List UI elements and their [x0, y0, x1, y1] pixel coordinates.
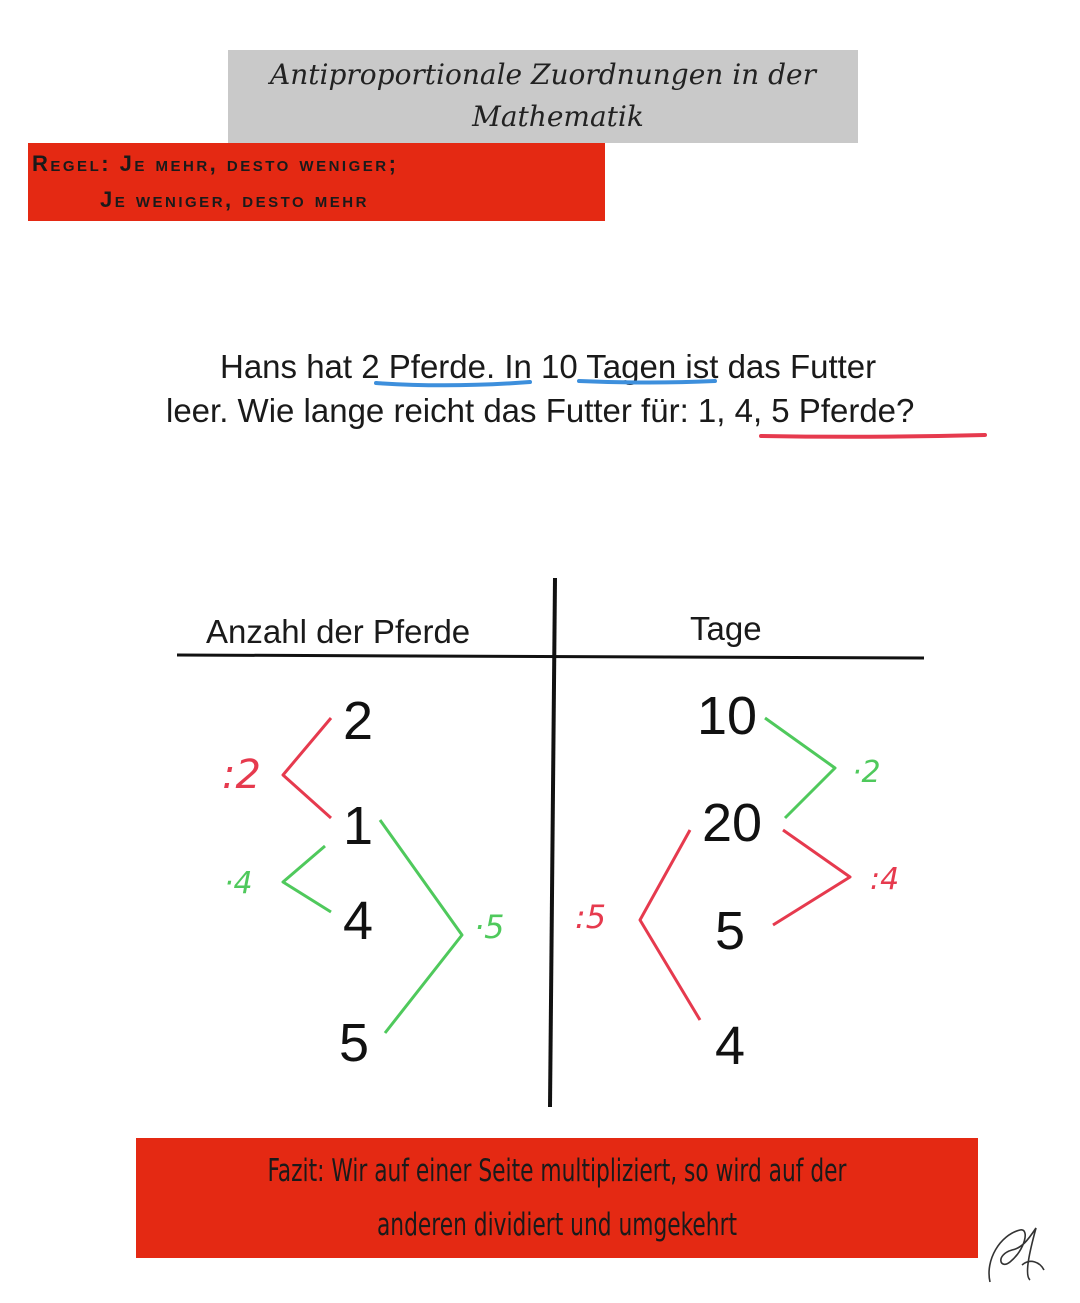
problem-line-1: Hans hat 2 Pferde. In 10 Tagen ist das Futter: [220, 348, 877, 385]
underline-pferde-list: [761, 435, 985, 437]
conclusion-line-2: anderen dividiert und umgekehrt: [376, 1207, 738, 1243]
highlight-10-tagen: 10 Tagen: [541, 348, 677, 385]
underline-10-tagen: [579, 381, 715, 383]
rule-line-1: Regel: Je mehr, desto weniger;: [32, 151, 399, 176]
right-value-3: 5: [714, 901, 746, 961]
left-column-header: Anzahl der Pferde: [206, 613, 471, 650]
table-header-rule: [177, 655, 924, 658]
underline-2-pferde: [376, 382, 530, 385]
label-right-div4: :4: [870, 862, 900, 897]
label-left-div2: :2: [222, 752, 261, 798]
title-line-1: Antiproportionale Zuordnungen in der: [270, 58, 816, 91]
right-value-4: 4: [714, 1016, 746, 1076]
left-value-4: 5: [338, 1013, 370, 1073]
highlight-pferde-list: 1, 4, 5 Pferde?: [697, 392, 915, 429]
right-value-1: 10: [696, 686, 758, 746]
problem-line-2: leer. Wie lange reicht das Futter für: 1, 4, 5 Pferde?: [166, 392, 915, 429]
conclusion-line-1: Fazit: Wir auf einer Seite multipliziert, so wird auf der: [267, 1153, 847, 1189]
left-value-3: 4: [342, 891, 374, 951]
label-right-mul2: ·2: [852, 755, 881, 790]
title-line-2: Mathematik: [472, 100, 644, 133]
highlight-2-pferde: 2 Pferde.: [361, 348, 496, 385]
label-left-mul5: ·5: [474, 908, 505, 946]
left-value-1: 2: [342, 691, 374, 751]
right-value-2: 20: [701, 793, 763, 853]
right-column-header: Tage: [690, 610, 762, 647]
left-value-2: 1: [342, 796, 374, 856]
conclusion-banner: [136, 1138, 978, 1258]
rule-line-2: Je weniger, desto mehr: [100, 187, 369, 212]
signature-mark: [989, 1228, 1044, 1282]
label-left-mul4: ·4: [224, 866, 253, 901]
label-right-div5: :5: [575, 898, 607, 936]
